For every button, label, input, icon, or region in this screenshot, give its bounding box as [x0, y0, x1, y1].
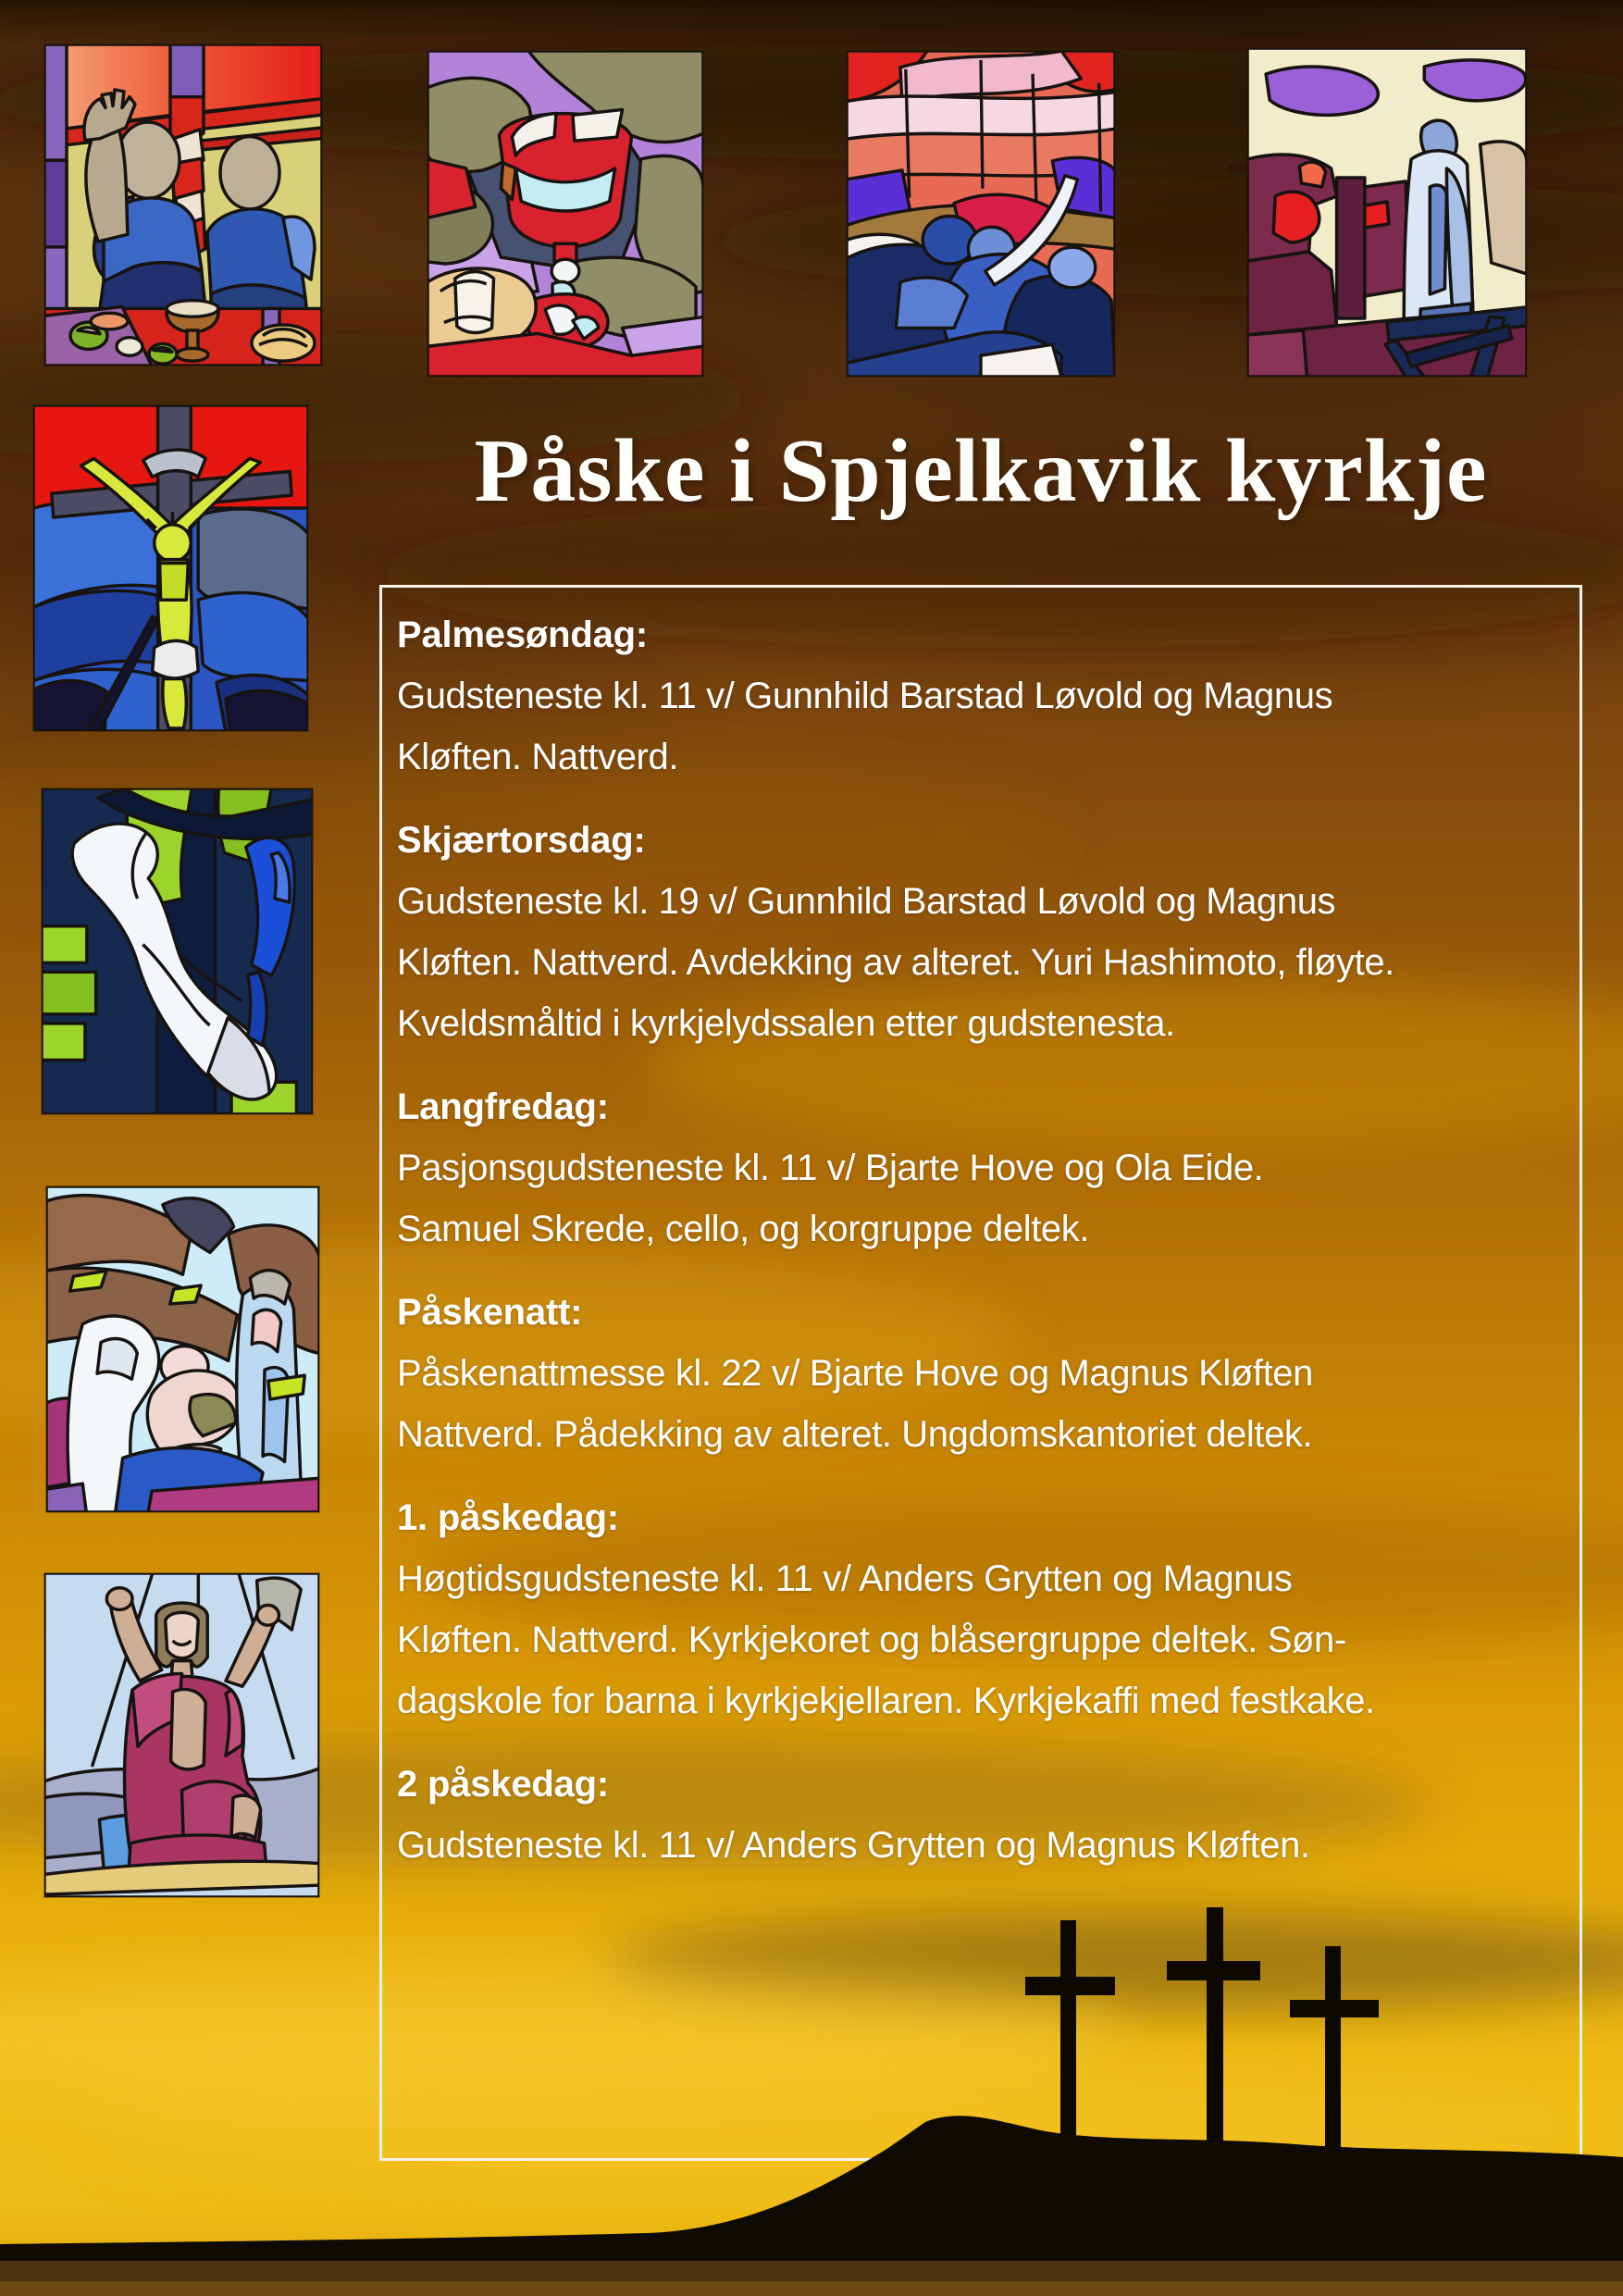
schedule-heading: Påskenatt: — [397, 1292, 583, 1333]
stained-glass-women-at-tomb — [46, 1186, 319, 1512]
schedule-line: Gudsteneste kl. 11 v/ Anders Grytten og Magnus Kløften. — [397, 1825, 1310, 1866]
poster-title: Påske i Spjelkavik kyrkje — [474, 421, 1488, 521]
schedule-line: Høgtidsgudsteneste kl. 11 v/ Anders Grytten og Magnus — [397, 1558, 1293, 1599]
schedule-line: Kveldsmåltid i kyrkjelydssalen etter gudstenesta. — [397, 1003, 1175, 1044]
schedule-line: Gudsteneste kl. 19 v/ Gunnhild Barstad Løvold og Magnus — [397, 881, 1336, 922]
schedule-entry-skjaertorsdag — [397, 810, 1563, 1054]
stained-glass-risen-christ — [44, 1573, 319, 1897]
schedule-line: Gudsteneste kl. 11 v/ Gunnhild Barstad Løvold og Magnus — [397, 676, 1333, 716]
schedule-heading: 1. påskedag: — [397, 1497, 619, 1538]
schedule-heading: Skjærtorsdag: — [397, 820, 646, 861]
schedule-entry-1-paaskedag — [397, 1487, 1563, 1731]
stained-glass-chalice — [427, 51, 703, 377]
schedule-line: Samuel Skrede, cello, og korgruppe deltek. — [397, 1209, 1090, 1249]
schedule-heading: Langfredag: — [397, 1086, 609, 1127]
schedule-entry-palmesondag — [397, 604, 1563, 788]
schedule-entry-2-paaskedag — [397, 1754, 1563, 1876]
schedule-entry-langfredag — [397, 1076, 1563, 1260]
stained-glass-last-supper — [44, 44, 322, 366]
schedule-line: Pasjonsgudsteneste kl. 11 v/ Bjarte Hove og Ola Eide. — [397, 1148, 1264, 1188]
schedule-entry-paaskenatt — [397, 1282, 1563, 1465]
schedule-heading: Palmesøndag: — [397, 614, 648, 655]
schedule-line: Kløften. Nattverd. Avdekking av alteret. Yuri Hashimoto, fløyte. — [397, 942, 1394, 983]
schedule-heading: 2 påskedag: — [397, 1764, 610, 1805]
schedule-line: Kløften. Nattverd. — [397, 737, 679, 777]
stained-glass-arrest — [847, 51, 1115, 377]
stained-glass-crucifixion — [33, 405, 308, 731]
schedule-line: dagskole for barna i kyrkjekjellaren. Kyrkjekaffi med festkake. — [397, 1681, 1375, 1721]
schedule-line: Kløften. Nattverd. Kyrkjekoret og blåsergruppe deltek. Søn- — [397, 1620, 1346, 1660]
schedule-line: Nattverd. Pådekking av alteret. Ungdomskantoriet deltek. — [397, 1414, 1313, 1455]
schedule-box — [379, 585, 1582, 2161]
stained-glass-figure-at-pillar — [1247, 48, 1527, 377]
stained-glass-donkey — [42, 788, 313, 1114]
schedule-line: Påskenattmesse kl. 22 v/ Bjarte Hove og Magnus Kløften — [397, 1353, 1314, 1394]
